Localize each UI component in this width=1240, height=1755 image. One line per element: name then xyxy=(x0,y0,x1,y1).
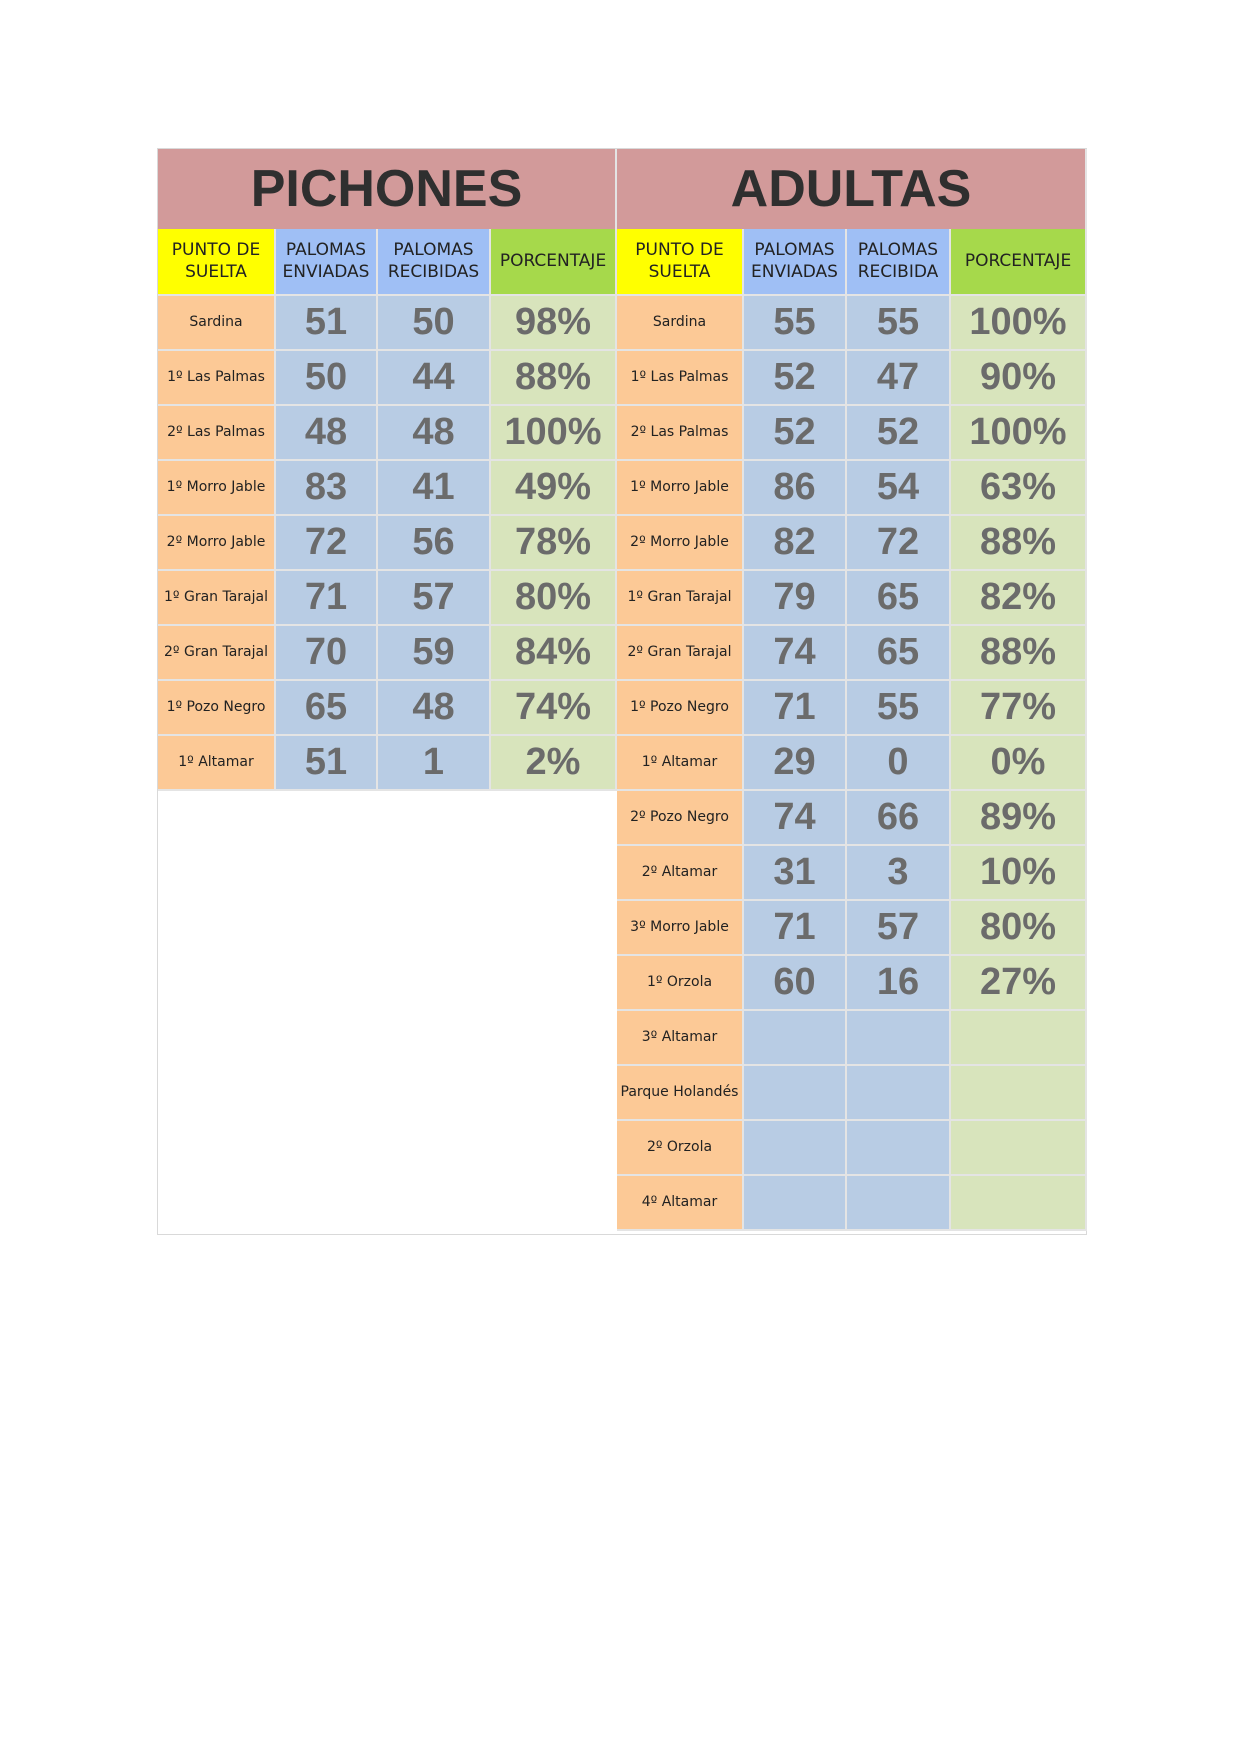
sent-cell: 51 xyxy=(276,736,378,791)
percentage-cell: 89% xyxy=(951,791,1087,846)
received-cell xyxy=(847,1066,951,1121)
received-cell: 41 xyxy=(378,461,491,516)
received-cell: 44 xyxy=(378,351,491,406)
sent-cell: 50 xyxy=(276,351,378,406)
received-cell: 66 xyxy=(847,791,951,846)
percentage-cell: 100% xyxy=(491,406,617,461)
pichones-title: PICHONES xyxy=(158,149,617,229)
received-cell: 48 xyxy=(378,406,491,461)
adultas-table-row xyxy=(617,626,1087,681)
percentage-cell: 27% xyxy=(951,956,1087,1011)
sent-cell: 71 xyxy=(744,901,847,956)
pigeon-results-sheet xyxy=(157,148,1087,1235)
percentage-cell: 84% xyxy=(491,626,617,681)
sent-cell: 70 xyxy=(276,626,378,681)
place-cell: 3º Morro Jable xyxy=(617,901,744,956)
place-cell: 1º Altamar xyxy=(158,736,276,791)
pichones-table-row xyxy=(158,516,617,571)
percentage-cell: 49% xyxy=(491,461,617,516)
place-cell: Parque Holandés xyxy=(617,1066,744,1121)
pichones-table-row xyxy=(158,626,617,681)
adultas-table-row xyxy=(617,461,1087,516)
percentage-cell: 0% xyxy=(951,736,1087,791)
sent-cell xyxy=(744,1011,847,1066)
place-cell: 1º Pozo Negro xyxy=(617,681,744,736)
sent-cell: 71 xyxy=(744,681,847,736)
place-cell: Sardina xyxy=(158,296,276,351)
received-cell xyxy=(847,1011,951,1066)
percentage-cell: 88% xyxy=(951,626,1087,681)
place-cell: 2º Las Palmas xyxy=(617,406,744,461)
adultas-table-row xyxy=(617,1011,1087,1066)
place-cell: 1º Las Palmas xyxy=(158,351,276,406)
percentage-cell xyxy=(951,1176,1087,1231)
sent-cell: 79 xyxy=(744,571,847,626)
sent-cell: 55 xyxy=(744,296,847,351)
adultas-table-row xyxy=(617,956,1087,1011)
pichones-table-row xyxy=(158,736,617,791)
percentage-cell: 2% xyxy=(491,736,617,791)
pichones-table xyxy=(158,149,617,791)
pichones-table-row xyxy=(158,461,617,516)
sent-cell: 74 xyxy=(744,626,847,681)
place-cell: 4º Altamar xyxy=(617,1176,744,1231)
percentage-cell: 10% xyxy=(951,846,1087,901)
sent-cell: 65 xyxy=(276,681,378,736)
place-cell: 2º Gran Tarajal xyxy=(158,626,276,681)
sent-cell: 74 xyxy=(744,791,847,846)
percentage-cell: 100% xyxy=(951,296,1087,351)
received-cell: 65 xyxy=(847,571,951,626)
pichones-header-sent: PALOMAS ENVIADAS xyxy=(276,229,378,296)
place-cell: 3º Altamar xyxy=(617,1011,744,1066)
percentage-cell: 74% xyxy=(491,681,617,736)
adultas-table xyxy=(617,149,1087,1231)
adultas-header-percentage: PORCENTAJE xyxy=(951,229,1087,296)
place-cell: 1º Morro Jable xyxy=(158,461,276,516)
received-cell: 1 xyxy=(378,736,491,791)
received-cell: 56 xyxy=(378,516,491,571)
adultas-table-row xyxy=(617,571,1087,626)
place-cell: Sardina xyxy=(617,296,744,351)
adultas-table-row xyxy=(617,736,1087,791)
received-cell: 55 xyxy=(847,296,951,351)
adultas-table-row xyxy=(617,681,1087,736)
place-cell: 1º Pozo Negro xyxy=(158,681,276,736)
received-cell: 47 xyxy=(847,351,951,406)
place-cell: 2º Las Palmas xyxy=(158,406,276,461)
received-cell: 52 xyxy=(847,406,951,461)
pichones-header-received: PALOMAS RECIBIDAS xyxy=(378,229,491,296)
pichones-header-percentage: PORCENTAJE xyxy=(491,229,617,296)
adultas-header-sent: PALOMAS ENVIADAS xyxy=(744,229,847,296)
adultas-table-row xyxy=(617,901,1087,956)
place-cell: 1º Gran Tarajal xyxy=(158,571,276,626)
adultas-table-row xyxy=(617,1121,1087,1176)
adultas-table-row xyxy=(617,1176,1087,1231)
percentage-cell: 82% xyxy=(951,571,1087,626)
received-cell xyxy=(847,1176,951,1231)
received-cell: 0 xyxy=(847,736,951,791)
adultas-header-received: PALOMAS RECIBIDA xyxy=(847,229,951,296)
place-cell: 1º Morro Jable xyxy=(617,461,744,516)
adultas-title: ADULTAS xyxy=(617,149,1087,229)
adultas-header-place: PUNTO DE SUELTA xyxy=(617,229,744,296)
percentage-cell xyxy=(951,1011,1087,1066)
pichones-table-row xyxy=(158,351,617,406)
adultas-rows xyxy=(617,296,1087,1231)
place-cell: 2º Gran Tarajal xyxy=(617,626,744,681)
place-cell: 1º Orzola xyxy=(617,956,744,1011)
sent-cell: 82 xyxy=(744,516,847,571)
received-cell: 57 xyxy=(847,901,951,956)
adultas-table-row xyxy=(617,351,1087,406)
received-cell xyxy=(847,1121,951,1176)
place-cell: 2º Orzola xyxy=(617,1121,744,1176)
percentage-cell: 88% xyxy=(951,516,1087,571)
received-cell: 57 xyxy=(378,571,491,626)
received-cell: 48 xyxy=(378,681,491,736)
adultas-table-row xyxy=(617,846,1087,901)
pichones-table-row xyxy=(158,406,617,461)
percentage-cell: 77% xyxy=(951,681,1087,736)
sent-cell: 72 xyxy=(276,516,378,571)
sent-cell: 83 xyxy=(276,461,378,516)
received-cell: 65 xyxy=(847,626,951,681)
place-cell: 2º Altamar xyxy=(617,846,744,901)
sent-cell xyxy=(744,1176,847,1231)
received-cell: 16 xyxy=(847,956,951,1011)
sent-cell xyxy=(744,1066,847,1121)
percentage-cell: 80% xyxy=(951,901,1087,956)
sent-cell: 48 xyxy=(276,406,378,461)
place-cell: 2º Morro Jable xyxy=(158,516,276,571)
place-cell: 2º Morro Jable xyxy=(617,516,744,571)
received-cell: 55 xyxy=(847,681,951,736)
percentage-cell: 63% xyxy=(951,461,1087,516)
sent-cell xyxy=(744,1121,847,1176)
received-cell: 54 xyxy=(847,461,951,516)
received-cell: 50 xyxy=(378,296,491,351)
percentage-cell: 98% xyxy=(491,296,617,351)
sent-cell: 51 xyxy=(276,296,378,351)
sent-cell: 52 xyxy=(744,406,847,461)
pichones-rows xyxy=(158,296,617,791)
percentage-cell: 90% xyxy=(951,351,1087,406)
adultas-table-row xyxy=(617,516,1087,571)
adultas-table-row xyxy=(617,296,1087,351)
percentage-cell xyxy=(951,1066,1087,1121)
adultas-table-row xyxy=(617,1066,1087,1121)
pichones-table-row xyxy=(158,296,617,351)
sent-cell: 71 xyxy=(276,571,378,626)
sent-cell: 29 xyxy=(744,736,847,791)
place-cell: 1º Las Palmas xyxy=(617,351,744,406)
adultas-table-row xyxy=(617,406,1087,461)
received-cell: 3 xyxy=(847,846,951,901)
pichones-table-row xyxy=(158,571,617,626)
pichones-header-row xyxy=(158,229,617,296)
percentage-cell: 78% xyxy=(491,516,617,571)
place-cell: 2º Pozo Negro xyxy=(617,791,744,846)
sent-cell: 31 xyxy=(744,846,847,901)
percentage-cell: 100% xyxy=(951,406,1087,461)
pichones-header-place: PUNTO DE SUELTA xyxy=(158,229,276,296)
sent-cell: 52 xyxy=(744,351,847,406)
adultas-header-row xyxy=(617,229,1087,296)
received-cell: 59 xyxy=(378,626,491,681)
sent-cell: 86 xyxy=(744,461,847,516)
sent-cell: 60 xyxy=(744,956,847,1011)
percentage-cell xyxy=(951,1121,1087,1176)
percentage-cell: 80% xyxy=(491,571,617,626)
percentage-cell: 88% xyxy=(491,351,617,406)
place-cell: 1º Altamar xyxy=(617,736,744,791)
pichones-table-row xyxy=(158,681,617,736)
adultas-table-row xyxy=(617,791,1087,846)
received-cell: 72 xyxy=(847,516,951,571)
place-cell: 1º Gran Tarajal xyxy=(617,571,744,626)
